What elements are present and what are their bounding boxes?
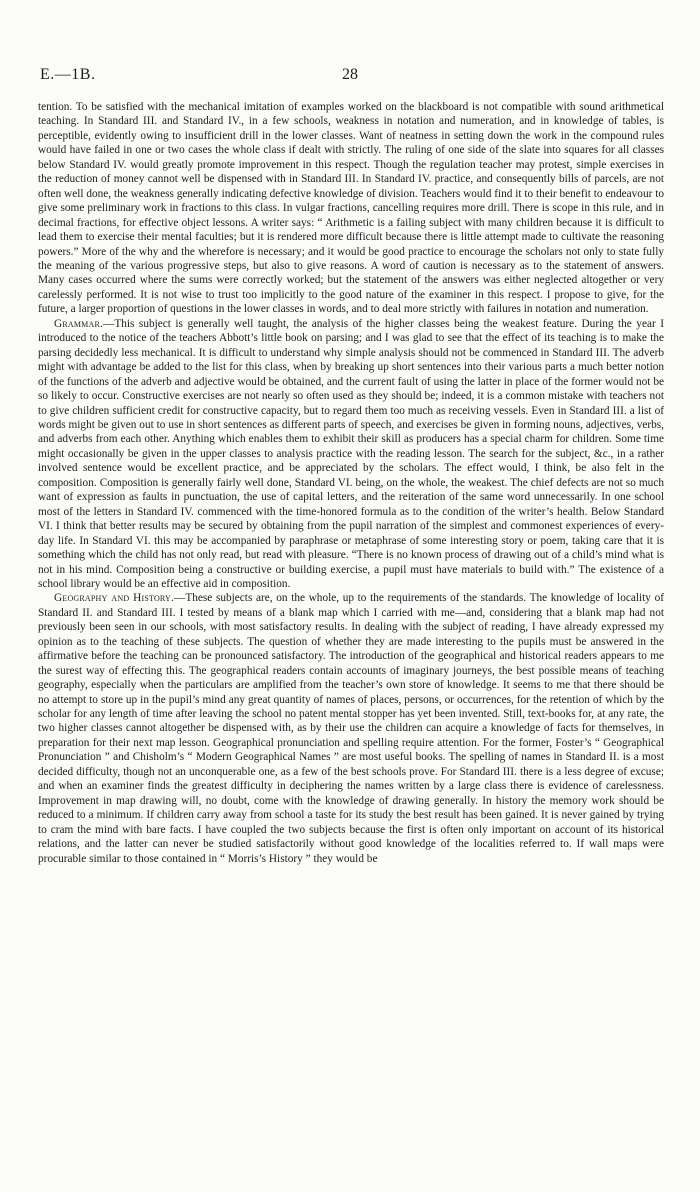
paragraph-text: tention. To be satisfied with the mechanical imitation of examples worked on the blackboard is not compatible with sound arithmetical teaching. In Standard III. and Standard IV., in a few schools, weakness in notation and numeration, and in knowledge of tables, is perceptible, evidently owing to insufficient drill in the lower classes. Want of neatness in setting down the work in the compound rules would have failed in one or two cases the whole class if dealt with strictly. The ruling of one side of the slate into squares for all classes below Standard IV. would greatly promote improvement in this respect. Though the regulation teacher may protest, simple exercises in the reduction of money cannot well be dispensed with in Standard III. In Standard IV. practice, and consequently bills of parcels, are not often well done, the weakness generally indicating defective knowledge of division. Teachers would find it to their benefit to endeavour to give some preliminary work in fractions to this class. In vulgar fractions, cancelling requires more drill. There is scope in this rule, and in decimal fractions, for effective object lessons. A writer says: “ Arithmetic is a failing subject with many children because it is difficult to lead them to exercise their mental faculties; but it is rendered more difficult because there is little attempt made to cultivate the reasoning powers.” More of the why and the wherefore is necessary; and it would be good practice to encourage the scholars not only to state fully the meaning of the various progressive steps, but also to give reasons. A word of caution is necessary as to the statement of answers. Many cases occurred where the sums were correctly worked; but the statement of the answers was either neglected altogether or very carelessly performed. It is not wise to trust too implicitly to the good nature of the examiner in this respect. I propose to give, for the future, a larger proportion of questions in the lower classes in words, and to deal more strictly with failures in notation and numeration. bbox=[38, 101, 664, 316]
document-code: E.—1B. bbox=[40, 66, 96, 83]
paragraph-text: —These subjects are, on the whole, up to the requirements of the standards. The knowledge of locality of Standard II. and Standard III. I tested by means of a blank map which I carried with me—and, considering that a blank map had not previously been seen in our schools, with most satisfactory results. In dealing with the subject of reading, I have already expressed my opinion as to the teaching of these subjects. The question of whether they are made interesting to the pupils must be answered in the affirmative before the teaching can be pronounced satisfactory. The introduction of the geographical and historical readers appears to me the surest way of effecting this. The geographical readers contain accounts of imaginary journeys, the best possible means of teaching geography, especially when the particulars are amplified from the teacher’s own store of knowledge. It seems to me that there should be no attempt to store up in the pupil’s mind any great quantity of names of places, persons, or occurrences, for the retention of which by the scholar for any length of time after leaving the school no patent mental stopper has yet been invented. Still, text-books for, at any rate, the two higher classes cannot altogether be dispensed with, as by their use the children can acquire a knowledge of facts for themselves, in preparation for their next map lesson. Geographical pronunciation and spelling require attention. For the former, Foster’s “ Geographical Pronunciation ” and Chisholm’s “ Modern Geographical Names ” are most useful books. The spelling of names in Standard II. is a most decided difficulty, though not an unconquerable one, as a few of the best schools prove. For Standard III. there is a less degree of excuse; and when an examiner finds the greatest difficulty in deciphering the names written by a large class there is evidence of carelessness. Improvement in map drawing will, no doubt, come with the knowledge of drawing generally. In history the memory work should be reduced to a minimum. If children carry away from school a taste for its study the best result has been gained. It is never gained by trying to cram the mind with bare facts. I have coupled the two subjects because the first is often only important on account of its historical relations, and the latter can never be studied satisfactorily without good knowledge of the localities referred to. If wall maps were procurable similar to those contained in “ Morris’s History ” they would be bbox=[38, 592, 664, 865]
paragraph-arithmetic-continued bbox=[38, 100, 664, 317]
page-header bbox=[40, 66, 660, 88]
section-heading-geography-history: Geography and History. bbox=[54, 592, 175, 605]
page-number: 28 bbox=[342, 66, 358, 83]
body-text bbox=[38, 100, 664, 866]
paragraph-text: —This subject is generally well taught, the analysis of the higher classes being the weakest feature. During the year I introduced to the notice of the teachers Abbott’s little book on parsing; and I was glad to see that the effect of its teaching is to make the parsing decidedly less mechanical. It is difficult to understand why simple analysis should not be commenced in Standard III. The adverb might with advantage be added to the list for this class, when by breaking up short sentences into their various parts a much better notion of the functions of the adverb and adjective would be obtained, and the current fault of using the latter in place of the former would not be so likely to occur. Constructive exercises are not nearly so often used as they should be; indeed, it is a common mistake with teachers not to give children sufficient credit for constructive capacity, but to regard them too much as receiving vessels. Even in Standard III. a list of words might be given out to use in short sentences as different parts of speech, and exercises be given in forming nouns, adjectives, verbs, and adverbs from each other. Anything which enables them to exhibit their skill as producers has a special charm for children. Some time might occasionally be given in the upper classes to analysis practice with the reading lesson. The search for the subject, &c., in a rather involved sentence would be excellent practice, and be appreciated by the scholars. The effect would, I think, be also felt in the composition. Composition is generally fairly well done, Standard VI. being, on the whole, the weakest. The chief defects are not so much want of expression as faults in punctuation, the use of capital letters, and the reiteration of the same word unnecessarily. In one school most of the letters in Standard IV. commenced with the time-honored formula as to the condition of the writer’s health. Below Standard VI. I think that better results may be secured by obtaining from the pupil narration of the simplest and commonest experiences of every-day life. In Standard VI. this may be accompanied by paraphrase or metaphrase of some interesting story or poem, taking care that it is something which the child has not only read, but read with pleasure. “There is no known process of drawing out of a child’s mind what is not in his mind. Composition being a constructive or building exercise, a pupil must have materials to build with.” The existence of a school library would be an effective aid in composition. bbox=[38, 317, 664, 590]
section-heading-grammar: Grammar. bbox=[54, 317, 104, 330]
paragraph-grammar bbox=[38, 317, 664, 592]
paragraph-geography-history bbox=[38, 591, 664, 866]
